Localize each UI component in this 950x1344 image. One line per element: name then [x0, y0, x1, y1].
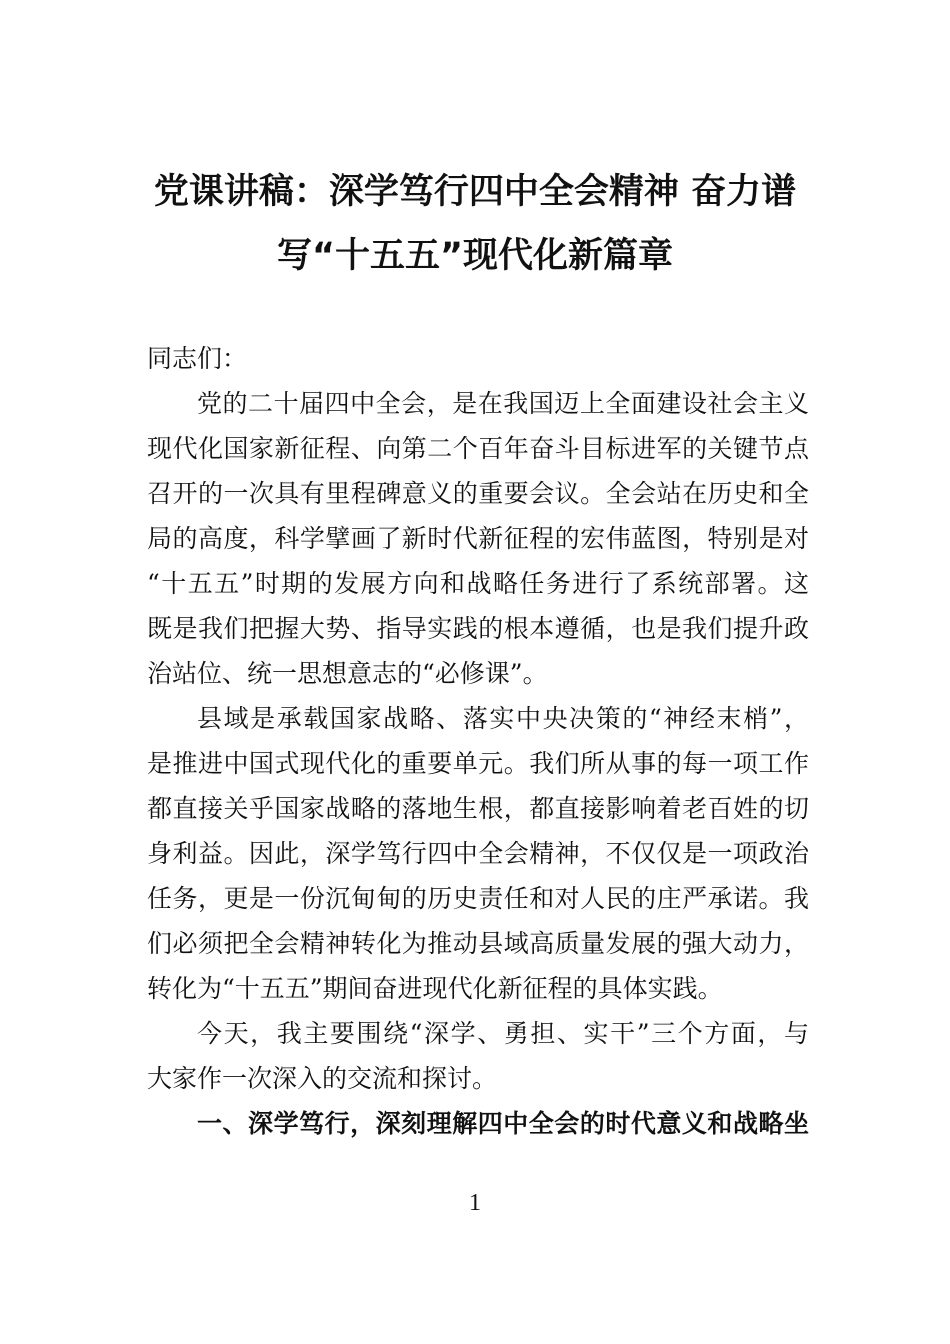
page-number: 1 — [469, 1190, 481, 1216]
paragraph-2-line: 都直接关乎国家战略的落地生根，都直接影响着老百姓的切 — [147, 794, 809, 823]
paragraph-2-line: 转化为“十五五”期间奋进现代化新征程的具体实践。 — [147, 974, 723, 1003]
paragraph-3-line: 大家作一次深入的交流和探讨。 — [147, 1064, 498, 1093]
salutation: 同志们： — [147, 344, 248, 373]
section-heading: 一、深学笃行，深刻理解四中全会的时代意义和战略坐 — [197, 1109, 809, 1138]
paragraph-1-line: 召开的一次具有里程碑意义的重要会议。全会站在历史和全 — [147, 479, 809, 508]
paragraph-1-line: 既是我们把握大势、指导实践的根本遵循，也是我们提升政 — [147, 614, 809, 643]
paragraph-1-line: “十五五”时期的发展方向和战略任务进行了系统部署。这 — [147, 569, 809, 598]
paragraph-3-line: 今天，我主要围绕“深学、勇担、实干”三个方面，与 — [197, 1019, 809, 1048]
document-title-line-2: 写“十五五”现代化新篇章 — [276, 236, 673, 276]
paragraph-2-line: 是推进中国式现代化的重要单元。我们所从事的每一项工作 — [147, 749, 809, 778]
paragraph-1-line: 党的二十届四中全会，是在我国迈上全面建设社会主义 — [197, 389, 809, 418]
paragraph-1-line: 局的高度，科学擘画了新时代新征程的宏伟蓝图，特别是对 — [147, 524, 809, 553]
paragraph-2-line: 县域是承载国家战略、落实中央决策的“神经末梢”， — [197, 704, 809, 733]
paragraph-2-line: 身利益。因此，深学笃行四中全会精神，不仅仅是一项政治 — [147, 839, 809, 868]
paragraph-1-line: 治站位、统一思想意志的“必修课”。 — [147, 659, 548, 688]
paragraph-2-line: 任务，更是一份沉甸甸的历史责任和对人民的庄严承诺。我 — [147, 884, 809, 913]
paragraph-2-line: 们必须把全会精神转化为推动县域高质量发展的强大动力， — [147, 929, 809, 958]
paragraph-1-line: 现代化国家新征程、向第二个百年奋斗目标进军的关键节点 — [147, 434, 809, 463]
document-title-line-1: 党课讲稿：深学笃行四中全会精神 奋力谱 — [153, 172, 797, 212]
